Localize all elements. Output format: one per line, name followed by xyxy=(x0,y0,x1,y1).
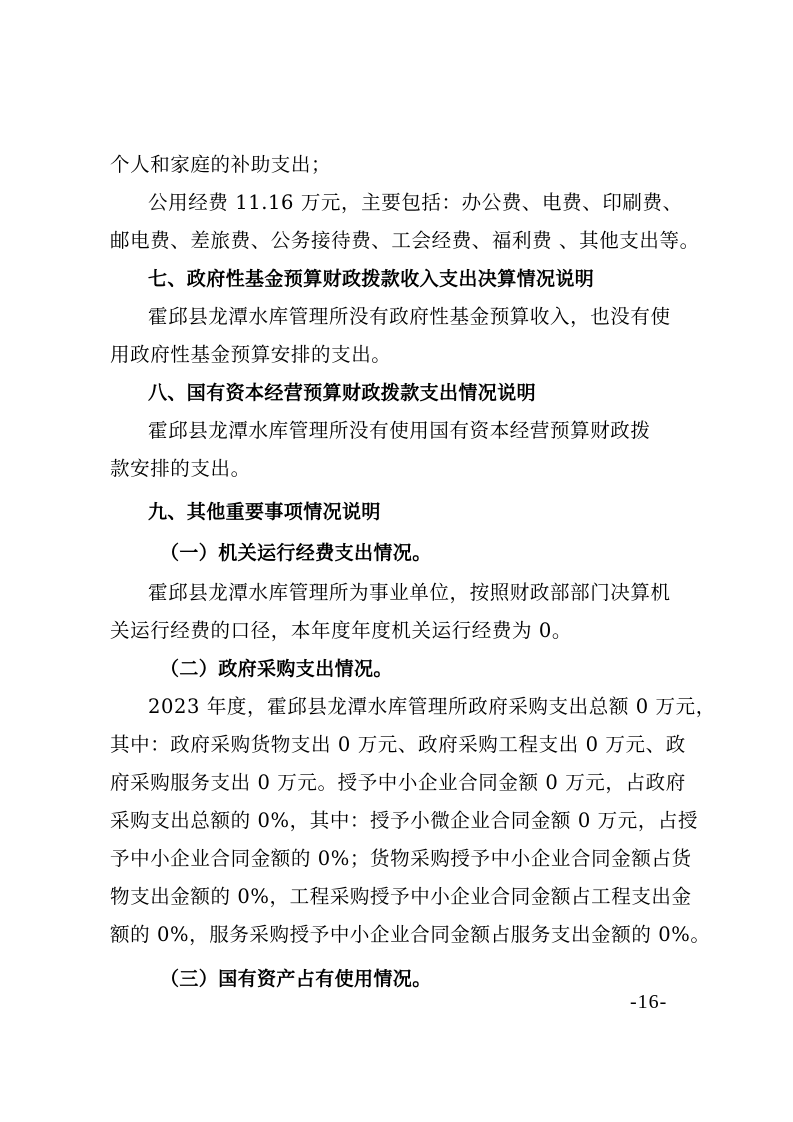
paragraph-line: 用政府性基金预算安排的支出。 xyxy=(110,343,392,366)
section-heading-9: 九、其他重要事项情况说明 xyxy=(148,501,381,523)
paragraph-line: 公用经费 11.16 万元，主要包括：办公费、电费、印刷费、 xyxy=(148,191,683,214)
paragraph-line: 府采购服务支出 0 万元。授予中小企业合同金额 0 万元，占政府 xyxy=(110,771,686,794)
section-heading-8: 八、国有资本经营预算财政拨款支出情况说明 xyxy=(148,382,537,404)
paragraph-line: 霍邱县龙潭水库管理所没有政府性基金预算收入，也没有使 xyxy=(148,305,671,328)
paragraph-line: 予中小企业合同金额的 0%；货物采购授予中小企业合同金额占货 xyxy=(110,847,692,870)
paragraph-line: 物支出金额的 0%，工程采购授予中小企业合同金额占工程支出金 xyxy=(110,885,692,908)
paragraph-line: 霍邱县龙潭水库管理所为事业单位，按照财政部部门决算机 xyxy=(148,581,671,604)
paragraph-line: 邮电费、差旅费、公务接待费、工会经费、福利费 、其他支出等。 xyxy=(110,229,700,252)
page-number: -16- xyxy=(630,991,668,1013)
paragraph-line: 额的 0%，服务采购授予中小企业合同金额占服务支出金额的 0%。 xyxy=(110,923,711,946)
paragraph-line: 2023 年度，霍邱县龙潭水库管理所政府采购支出总额 0 万元， xyxy=(148,695,716,718)
paragraph-line: 个人和家庭的补助支出； xyxy=(110,153,332,176)
section-heading-7: 七、政府性基金预算财政拨款收入支出决算情况说明 xyxy=(148,268,595,290)
subsection-heading-3: （三）国有资产占有使用情况。 xyxy=(160,968,432,990)
paragraph-line: 霍邱县龙潭水库管理所没有使用国有资本经营预算财政拨 xyxy=(148,419,651,442)
paragraph-line: 关运行经费的口径，本年度年度机关运行经费为 0。 xyxy=(110,619,573,642)
subsection-heading-1: （一）机关运行经费支出情况。 xyxy=(160,542,432,564)
subsection-heading-2: （二）政府采购支出情况。 xyxy=(160,658,393,680)
paragraph-line: 采购支出总额的 0%，其中：授予小微企业合同金额 0 万元，占授 xyxy=(110,809,699,832)
paragraph-line: 款安排的支出。 xyxy=(110,457,251,480)
paragraph-line: 其中：政府采购货物支出 0 万元、政府采购工程支出 0 万元、政 xyxy=(110,733,686,756)
